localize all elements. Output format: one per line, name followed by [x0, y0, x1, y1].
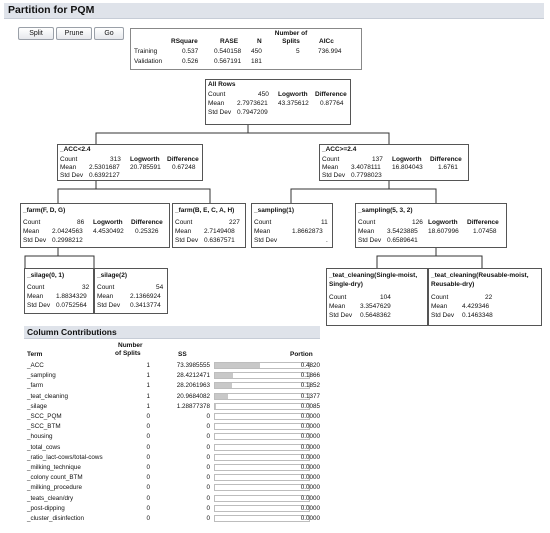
go-button[interactable]: Go — [94, 27, 124, 40]
term-cell: _farm — [27, 382, 44, 390]
count-label: Count — [329, 294, 347, 301]
mean-label: Mean — [358, 228, 375, 235]
tree-node-acc-lt-2-4[interactable] — [57, 144, 203, 181]
count-value: 54 — [156, 284, 164, 291]
ss-cell: 0 — [206, 423, 210, 431]
tree-node-sampling-1[interactable] — [251, 203, 333, 248]
mean-label: Mean — [329, 303, 346, 310]
ss-cell: 28.4212471 — [176, 372, 210, 380]
splits-cell: 0 — [146, 413, 150, 420]
table-row — [24, 463, 320, 472]
difference-label: Difference — [430, 156, 462, 163]
ss-cell: 20.9684082 — [176, 392, 210, 400]
stddev-label: Std Dev — [60, 172, 84, 179]
ss-cell: 0 — [206, 515, 210, 522]
portion-cell: 0.0000 — [300, 453, 320, 461]
splits-cell: 1 — [146, 382, 150, 390]
count-value: 450 — [258, 91, 269, 98]
stddev-label: Std Dev — [358, 237, 382, 244]
difference-label: Difference — [167, 156, 199, 163]
stddev-value: 0.5648362 — [360, 312, 391, 319]
validation-n: 181 — [251, 58, 262, 65]
mean-value: 3.5423885 — [387, 228, 418, 235]
mean-value: 2.0424563 — [52, 228, 83, 235]
stddev-value: 0.0752564 — [56, 302, 87, 309]
splits-cell: 0 — [146, 464, 150, 471]
stddev-label: Std Dev — [208, 109, 232, 116]
splits-cell: 0 — [146, 474, 150, 482]
mean-value: 2.5301687 — [89, 164, 120, 171]
logworth-value: 4.4530492 — [93, 228, 124, 235]
splits-cell: 0 — [146, 443, 150, 451]
table-row — [24, 453, 320, 462]
node-title: _teat_cleaning(Reusable-moist, — [431, 272, 529, 279]
stddev-value: 0.3413774 — [130, 302, 161, 309]
term-cell: _teat_cleaning — [27, 392, 68, 400]
term-cell: _cluster_disinfection — [27, 515, 85, 522]
difference-label: Difference — [467, 219, 499, 226]
stddev-value: 0.7798023 — [351, 172, 382, 179]
count-value: 86 — [77, 219, 85, 226]
training-rsquare: 0.537 — [182, 48, 199, 55]
logworth-value: 20.785591 — [130, 164, 161, 171]
logworth-value: 18.607996 — [428, 228, 459, 235]
mean-value: 2.7149408 — [204, 228, 235, 235]
mean-label: Mean — [254, 228, 271, 235]
difference-value: 0.25326 — [135, 228, 159, 235]
difference-value: 0.87764 — [320, 100, 344, 107]
portion-cell: 0.1377 — [300, 392, 320, 400]
term-cell: _silage — [27, 402, 47, 410]
ss-cell: 0 — [206, 464, 210, 471]
tree-node-acc-ge-2-4[interactable] — [319, 144, 469, 181]
ss-cell: 0 — [206, 413, 210, 420]
count-value: 313 — [110, 156, 121, 163]
count-label: Count — [208, 91, 226, 98]
mean-label: Mean — [175, 228, 192, 235]
aicc-header: AICc — [319, 38, 334, 45]
tree-node-farm-fdg[interactable] — [20, 203, 170, 248]
stddev-value: 0.6589641 — [387, 237, 418, 244]
count-value: 137 — [372, 156, 383, 163]
stddev-label: Std Dev — [431, 312, 455, 319]
splits-cell: 0 — [146, 433, 150, 441]
ss-cell: 0 — [206, 484, 210, 492]
difference-label: Difference — [131, 219, 163, 226]
portion-header: Portion — [290, 351, 313, 358]
count-label: Count — [254, 219, 272, 226]
validation-rsquare: 0.526 — [182, 58, 199, 65]
mean-value: 3.4078111 — [351, 164, 381, 171]
n-header: N — [257, 38, 262, 45]
stddev-value: 0.6392127 — [89, 172, 120, 179]
portion-bar-fill — [215, 363, 260, 368]
node-title: _teat_cleaning(Single-moist, — [329, 272, 418, 279]
splits-cell: 0 — [146, 423, 150, 431]
count-label: Count — [431, 294, 449, 301]
portion-cell: 0.0000 — [300, 464, 320, 471]
mean-label: Mean — [23, 228, 40, 235]
term-cell: _SCC_PQM — [27, 413, 62, 420]
difference-label: Difference — [315, 91, 347, 98]
portion-cell: 0.0000 — [300, 443, 320, 451]
splits-cell: 0 — [146, 515, 150, 522]
term-cell: _ratio_lact-cows/total-cows — [27, 453, 103, 461]
rase-header: RASE — [220, 38, 239, 45]
count-value: 32 — [82, 284, 90, 291]
logworth-label: Logworth — [130, 156, 160, 163]
ss-cell: 0 — [206, 433, 210, 441]
count-value: 227 — [229, 219, 240, 226]
ss-cell: 0 — [206, 504, 210, 512]
portion-cell: 0.0000 — [300, 433, 320, 441]
splits-cell: 1 — [146, 362, 150, 369]
node-title: All Rows — [208, 81, 236, 88]
tree-node-teat-cleaning-reusable[interactable] — [428, 268, 542, 326]
column-contributions-title: Column Contributions — [27, 327, 117, 337]
splits-cell: 0 — [146, 504, 150, 512]
logworth-value: 43.375612 — [278, 100, 309, 107]
ss-cell: 0 — [206, 474, 210, 482]
table-row — [24, 381, 320, 390]
portion-bar-fill — [215, 383, 232, 388]
term-cell: _SCC_BTM — [27, 423, 61, 431]
mean-label: Mean — [208, 100, 225, 107]
term-cell: _milking_technique — [27, 464, 81, 471]
term-cell: _post-dipping — [27, 504, 65, 512]
ss-cell: 0 — [206, 453, 210, 461]
splits-cell: 1 — [146, 372, 150, 380]
ss-header: SS — [178, 351, 187, 358]
table-row — [24, 483, 320, 492]
node-title: _farm(F, D, G) — [23, 207, 66, 214]
node-title-line2: Reusable-dry) — [431, 281, 475, 288]
portion-cell: 0.1852 — [300, 382, 320, 390]
training-label: Training — [134, 48, 158, 55]
count-label: Count — [322, 156, 340, 163]
term-cell: _teats_clean/dry — [27, 494, 74, 502]
table-row — [24, 392, 320, 401]
mean-label: Mean — [322, 164, 339, 171]
report-title: Partition for PQM — [8, 4, 95, 16]
difference-value: 0.67248 — [172, 164, 196, 171]
ss-cell: 0 — [206, 443, 210, 451]
count-value: 11 — [321, 219, 328, 226]
tree-node-root[interactable] — [205, 79, 351, 125]
stddev-value: . — [326, 237, 328, 244]
tree-node-teat-cleaning-single[interactable] — [326, 268, 428, 326]
portion-cell: 0.0000 — [300, 484, 320, 492]
node-title-line2: Single-dry) — [329, 281, 363, 288]
count-label: Count — [97, 284, 115, 291]
training-rase: 0.540158 — [214, 48, 242, 55]
logworth-value: 16.804043 — [392, 164, 423, 171]
portion-bar-fill — [215, 373, 233, 378]
tree-node-sampling-5-3-2[interactable] — [355, 203, 507, 248]
mean-label: Mean — [97, 293, 114, 300]
term-cell: _ACC — [27, 362, 44, 369]
table-row — [24, 412, 320, 421]
portion-cell: 0.0000 — [300, 413, 320, 420]
count-label: Count — [27, 284, 45, 291]
splits-cell: 0 — [146, 484, 150, 492]
prune-button[interactable]: Prune — [56, 27, 92, 40]
portion-cell: 0.0000 — [300, 423, 320, 431]
portion-cell: 0.1866 — [300, 372, 320, 380]
portion-cell: 0.0085 — [300, 402, 320, 410]
node-title: _ACC<2.4 — [60, 146, 91, 153]
mean-value: 3.3547629 — [360, 303, 391, 310]
stddev-value: 0.1463348 — [462, 312, 493, 319]
count-label: Count — [60, 156, 78, 163]
mean-label: Mean — [60, 164, 77, 171]
portion-bar-fill — [215, 404, 216, 409]
mean-value: 4.429346 — [462, 303, 490, 310]
training-splits: 5 — [296, 48, 300, 55]
difference-value: 1.07458 — [473, 228, 497, 235]
stddev-label: Std Dev — [254, 237, 278, 244]
count-value: 126 — [412, 219, 423, 226]
term-cell: _milking_procedure — [27, 484, 82, 492]
stddev-value: 0.6367571 — [204, 237, 235, 244]
validation-label: Validation — [134, 58, 163, 65]
count-label: Count — [23, 219, 41, 226]
stddev-label: Std Dev — [23, 237, 47, 244]
count-label: Count — [175, 219, 193, 226]
count-value: 104 — [380, 294, 391, 301]
stddev-label: Std Dev — [322, 172, 346, 179]
tree-node-silage-0-1[interactable] — [24, 268, 94, 314]
portion-cell: 0.0000 — [300, 474, 320, 482]
splits-cell: 1 — [146, 392, 150, 400]
mean-label: Mean — [27, 293, 44, 300]
rsquare-header: RSquare — [171, 38, 198, 45]
mean-label: Mean — [431, 303, 448, 310]
splits-header-line1: Number — [118, 342, 143, 349]
term-cell: _total_cows — [27, 443, 61, 451]
splits-header-line2: of Splits — [115, 350, 141, 357]
stddev-label: Std Dev — [27, 302, 51, 309]
splits-cell: 1 — [146, 402, 150, 410]
splits-cell: 0 — [146, 494, 150, 502]
node-title: _silage(0, 1) — [27, 272, 65, 279]
table-row — [24, 473, 320, 482]
portion-cell: 0.4820 — [300, 362, 320, 369]
table-row — [24, 402, 320, 411]
table-row — [24, 432, 320, 441]
column-contributions-header[interactable] — [24, 326, 320, 339]
table-row — [24, 443, 320, 452]
tree-node-silage-2[interactable] — [94, 268, 168, 314]
logworth-label: Logworth — [278, 91, 308, 98]
table-row — [24, 422, 320, 431]
table-row — [24, 494, 320, 503]
splits-header: Number of Splits — [274, 30, 308, 45]
node-title: _ACC>=2.4 — [322, 146, 357, 153]
count-label: Count — [358, 219, 376, 226]
mean-value: 2.1366924 — [130, 293, 161, 300]
table-row — [24, 514, 320, 523]
table-row — [24, 361, 320, 370]
count-value: 22 — [485, 294, 493, 301]
ss-cell: 0 — [206, 494, 210, 502]
validation-rase: 0.567191 — [214, 58, 242, 65]
portion-bar-fill — [215, 394, 228, 399]
stddev-value: 0.7947209 — [237, 109, 268, 116]
node-title: _sampling(1) — [254, 207, 295, 214]
stddev-label: Std Dev — [175, 237, 199, 244]
mean-value: 2.7973621 — [237, 100, 268, 107]
stddev-value: 0.2998212 — [52, 237, 83, 244]
mean-value: 1.8834329 — [56, 293, 87, 300]
table-row — [24, 371, 320, 380]
mean-value: 1.8662873 — [292, 228, 323, 235]
training-aicc: 736.994 — [318, 48, 342, 55]
split-button[interactable]: Split — [18, 27, 54, 40]
logworth-label: Logworth — [93, 219, 123, 226]
logworth-label: Logworth — [392, 156, 422, 163]
term-cell: _housing — [27, 433, 53, 441]
splits-cell: 0 — [146, 453, 150, 461]
tree-node-farm-becah[interactable] — [172, 203, 246, 248]
table-row — [24, 504, 320, 513]
term-cell: _sampling — [27, 372, 56, 380]
difference-value: 1.6761 — [438, 164, 458, 171]
ss-cell: 73.3985555 — [176, 362, 210, 369]
node-title: _silage(2) — [97, 272, 127, 279]
portion-cell: 0.0000 — [300, 494, 320, 502]
ss-cell: 28.2061963 — [176, 382, 210, 390]
portion-cell: 0.0000 — [300, 504, 320, 512]
term-header: Term — [27, 351, 43, 358]
training-n: 450 — [251, 48, 262, 55]
stddev-label: Std Dev — [97, 302, 121, 309]
node-title: _sampling(5, 3, 2) — [358, 207, 413, 214]
node-title: _farm(B, E, C, A, H) — [175, 207, 235, 214]
term-cell: _colony count_BTM — [27, 474, 83, 482]
stddev-label: Std Dev — [329, 312, 353, 319]
logworth-label: Logworth — [428, 219, 458, 226]
ss-cell: 1.28877378 — [176, 402, 210, 410]
portion-cell: 0.0000 — [300, 515, 320, 522]
